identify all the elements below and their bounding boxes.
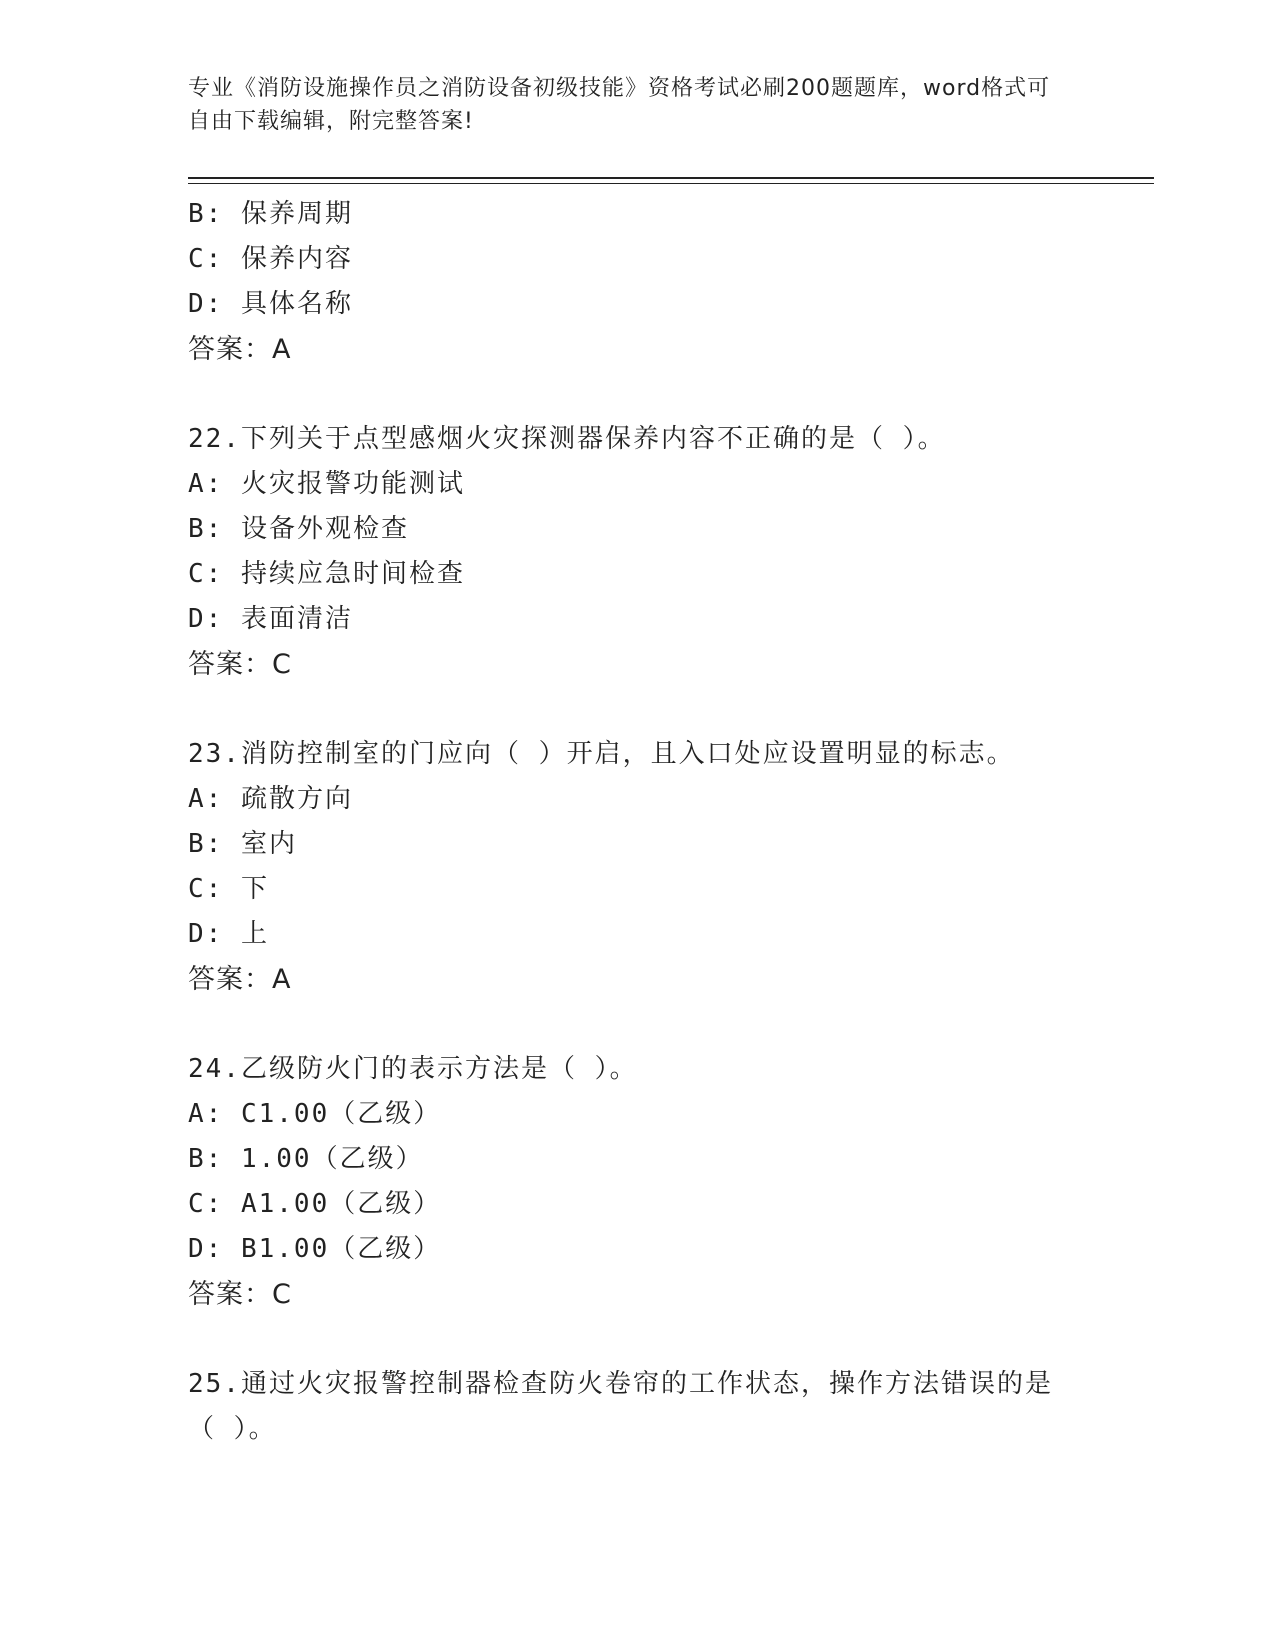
document-header: 专业《消防设施操作员之消防设备初级技能》资格考试必刷200题题库，word格式可自由下载编辑，附完整答案! <box>188 76 1051 134</box>
option-c-q23: C: 下 <box>188 874 269 904</box>
header-divider <box>188 177 1154 179</box>
answer-q23: 答案：A <box>188 964 292 995</box>
question-23: 23.消防控制室的门应向（ ）开启，且入口处应设置明显的标志。 <box>188 739 1015 769</box>
option-d-q24: D: B1.00（乙级） <box>188 1234 442 1264</box>
option-a-q24: A: C1.00（乙级） <box>188 1099 442 1129</box>
option-d-q22: D: 表面清洁 <box>188 604 353 634</box>
option-b-q23: B: 室内 <box>188 829 297 859</box>
option-a-q23: A: 疏散方向 <box>188 784 353 814</box>
question-25: 25.通过火灾报警控制器检查防火卷帘的工作状态，操作方法错误的是 <box>188 1369 1053 1399</box>
option-d-q23: D: 上 <box>188 919 269 949</box>
question-25-continued: （ ）。 <box>188 1414 277 1444</box>
answer-q24: 答案：C <box>188 1279 292 1310</box>
header-divider-thin <box>188 183 1154 184</box>
option-c-q21: C: 保养内容 <box>188 244 353 274</box>
option-c-q22: C: 持续应急时间检查 <box>188 559 465 589</box>
option-d-q21: D: 具体名称 <box>188 289 353 319</box>
option-b-q24: B: 1.00（乙级） <box>188 1144 424 1174</box>
option-a-q22: A: 火灾报警功能测试 <box>188 469 465 499</box>
question-22: 22.下列关于点型感烟火灾探测器保养内容不正确的是（ ）。 <box>188 424 946 454</box>
option-c-q24: C: A1.00（乙级） <box>188 1189 442 1219</box>
option-b-q21: B: 保养周期 <box>188 199 353 229</box>
answer-q21: 答案：A <box>188 334 292 365</box>
answer-q22: 答案：C <box>188 649 292 680</box>
option-b-q22: B: 设备外观检查 <box>188 514 409 544</box>
question-24: 24.乙级防火门的表示方法是（ ）。 <box>188 1054 638 1084</box>
